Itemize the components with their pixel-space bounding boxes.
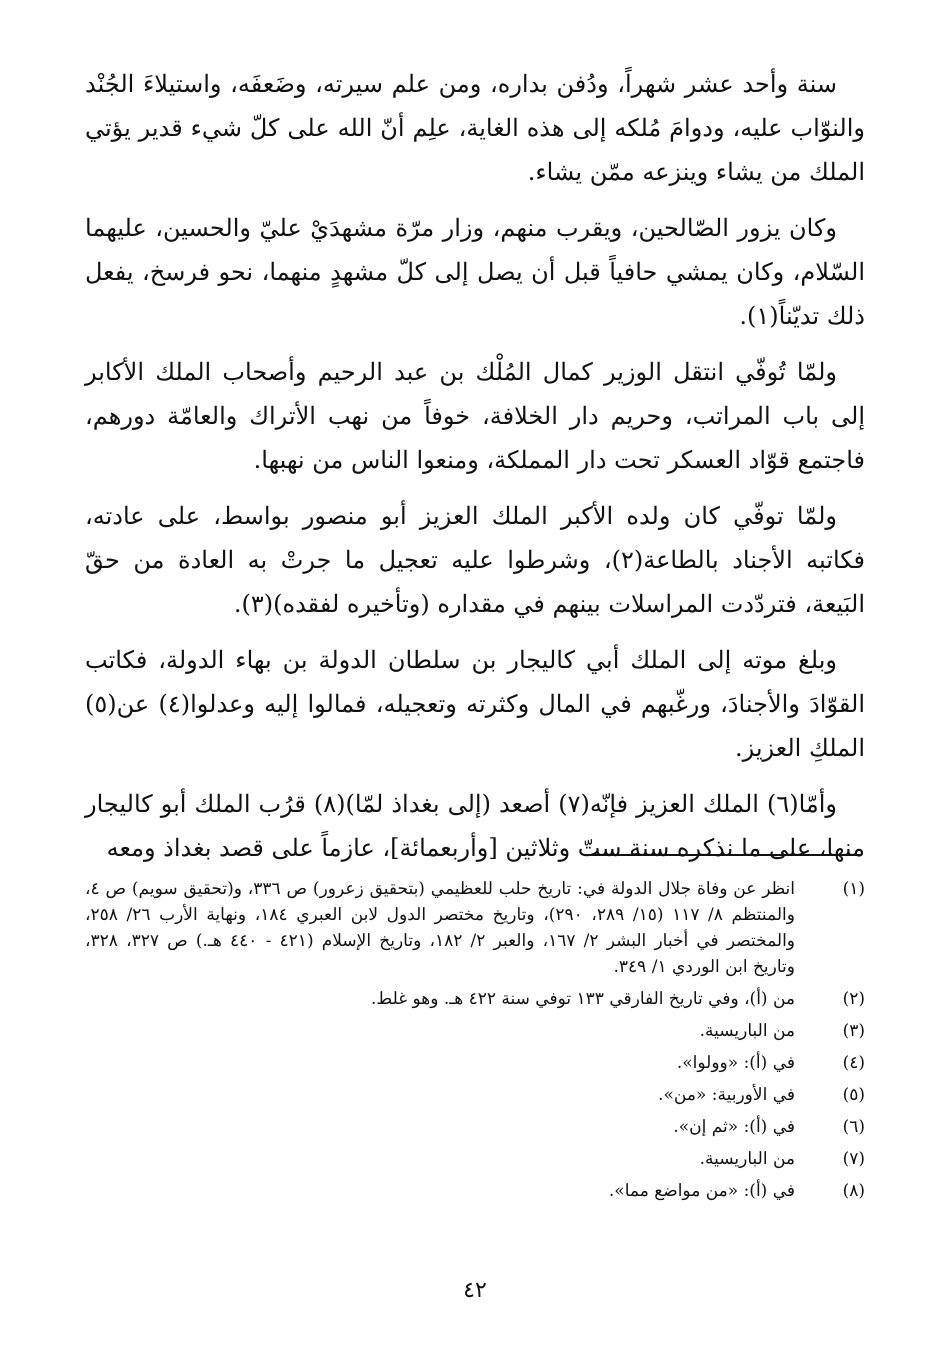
footnote-7	[85, 1146, 865, 1172]
footnote-text: انظر عن وفاة جلال الدولة في: تاريخ حلب للعظيمي (بتحقيق زعرور) ص ٣٣٦، و(تحقيق سويم) ص ٤، والمنتظم ٨/ ١١٧ (١٥/ ٢٨٩، ٢٩٠)، وتاريخ مختصر الدول لابن العبري ١٨٤، ونهاية الأرب ٢٦/ ٢٥٨، والمختصر في أخبار البشر ٢/ ١٦٧، والعبر ٢/ ١٨٢، وتاريخ الإسلام (٤٢١ - ٤٤٠ هـ.) ص ٣٢٧، ٣٢٨، وتاريخ ابن الوردي ١/ ٣٤٩.	[85, 879, 796, 977]
footnote-text: في (أ): «ثم إن».	[673, 1117, 795, 1137]
paragraph: وأمّا(٦) الملك العزيز فإنّه(٧) أصعد (إلى بغداذ لمّا)(٨) قرُب الملك أبو كاليجار منها، على ما نذكره سنة ستّ وثلاثين [وأربعمائة]، عازماً على قصد بغداذ ومعه	[85, 790, 865, 862]
footnote-text: من الباريسية.	[699, 1021, 795, 1041]
paragraph: ولمّا تُوفّي انتقل الوزير كمال المُلْك بن عبد الرحيم وأصحاب الملك الأكابر إلى باب المراتب، وحريم دار الخلافة، خوفاً من نهب الأتراك والعامّة دورهم، فاجتمع قوّاد العسكر تحت دار المملكة، ومنعوا الناس من نهبها.	[85, 358, 865, 474]
footnote-8	[85, 1178, 865, 1204]
footnote-6	[85, 1114, 865, 1140]
paragraph: وكان يزور الصّالحين، ويقرب منهم، وزار مرّة مشهدَيْ عليّ والحسين، عليهما السّلام، وكان يمشي حافياً قبل أن يصل إلى كلّ مشهدٍ منهما، نحو فرسخ، يفعل ذلك تديّناً(١).	[85, 214, 865, 330]
footnote-5	[85, 1082, 865, 1108]
footnote-text: في الأوربية: «من».	[658, 1085, 795, 1105]
footnote-number: (٢)	[842, 989, 865, 1009]
footnote-text: في (أ): «من مواضع مما».	[608, 1181, 795, 1201]
footnote-text: من (أ)، وفي تاريخ الفارقي ١٣٣ توفي سنة ٤٢٢ هـ. وهو غلط.	[371, 989, 795, 1009]
footnote-1	[85, 876, 865, 980]
footnote-number: (١)	[842, 879, 865, 899]
paragraph: وبلغ موته إلى الملك أبي كاليجار بن سلطان الدولة بن بهاء الدولة، فكاتب القوّادَ والأجنادَ، ورغّبهم في المال وكثرته وتعجيله، فمالوا إليه وعدلوا(٤) عن(٥) الملكِ العزيز.	[85, 646, 865, 762]
footnote-number: (٨)	[842, 1181, 865, 1201]
footnote-number: (٣)	[842, 1021, 865, 1041]
paragraph: سنة وأحد عشر شهراً، ودُفن بداره، ومن علم سيرته، وضَعفَه، واستيلاءَ الجُنْد والنوّاب عليه، ودوامَ مُلكه إلى هذه الغاية، علِم أنّ الله على كلّ شيء قدير يؤتي الملك من يشاء وينزعه ممّن يشاء.	[85, 70, 865, 186]
footnote-number: (٥)	[842, 1085, 865, 1105]
footnote-number: (٦)	[842, 1117, 865, 1137]
footnote-text: من الباريسية.	[699, 1149, 795, 1169]
page-number: ٤٢	[463, 1278, 487, 1303]
footnote-2	[85, 986, 865, 1012]
footnotes	[85, 876, 865, 1210]
footnote-number: (٤)	[842, 1053, 865, 1073]
paragraph: ولمّا توفّي كان ولده الأكبر الملك العزيز أبو منصور بواسط، على عادته، فكاتبه الأجناد بالطاعة(٢)، وشرطوا عليه تعجيل ما جرتْ به العادة من حقّ البَيعة، فتردّدت المراسلات بينهم في مقداره (وتأخيره لفقده)(٣).	[85, 502, 866, 618]
main-text	[85, 62, 865, 882]
footnote-3	[85, 1018, 865, 1044]
footnote-number: (٧)	[842, 1149, 865, 1169]
footnote-text: في (أ): «وولوا».	[676, 1053, 795, 1073]
footnote-divider	[590, 854, 860, 856]
footnote-4	[85, 1050, 865, 1076]
